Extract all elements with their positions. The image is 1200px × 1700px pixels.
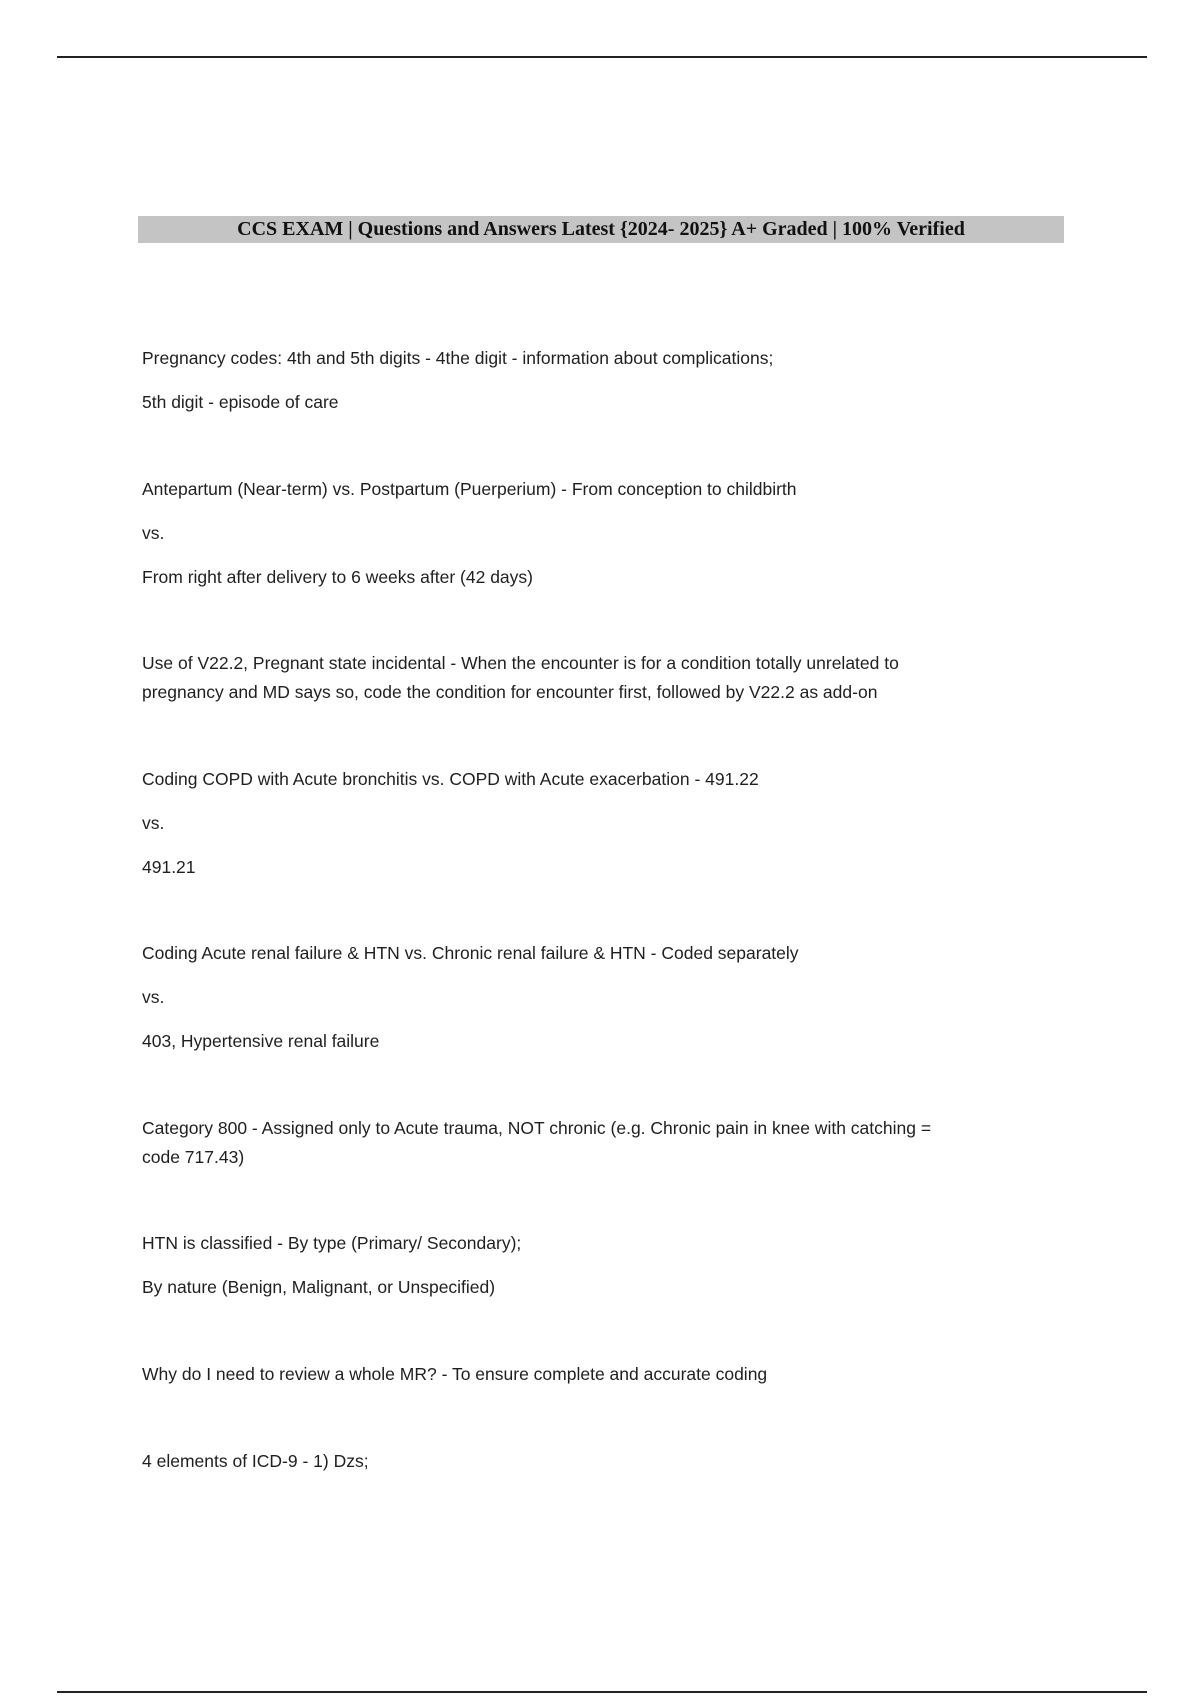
document-title: CCS EXAM | Questions and Answers Latest {2024- 2025} A+ Graded | 100% Verified: [138, 216, 1064, 243]
text-line: Use of V22.2, Pregnant state incidental - When the encounter is for a condition totally unrelated to: [142, 653, 899, 673]
text-line: vs.: [142, 813, 165, 833]
text-line: From right after delivery to 6 weeks after (42 days): [142, 567, 533, 587]
text-line: By nature (Benign, Malignant, or Unspecified): [142, 1277, 496, 1297]
text-line: 403, Hypertensive renal failure: [142, 1031, 380, 1051]
text-line: vs.: [142, 523, 165, 543]
text-line: Pregnancy codes: 4th and 5th digits - 4the digit - information about complications;: [142, 348, 774, 368]
text-line: 491.21: [142, 857, 196, 877]
text-line: code 717.43): [142, 1147, 245, 1167]
text-line: HTN is classified - By type (Primary/ Secondary);: [142, 1233, 522, 1253]
text-line: Coding Acute renal failure & HTN vs. Chronic renal failure & HTN - Coded separately: [142, 943, 799, 963]
text-line: 5th digit - episode of care: [142, 392, 339, 412]
top-rule: [57, 56, 1147, 58]
text-line: Category 800 - Assigned only to Acute trauma, NOT chronic (e.g. Chronic pain in knee with catching =: [142, 1118, 932, 1138]
text-line: vs.: [142, 987, 165, 1007]
text-line: Why do I need to review a whole MR? - To ensure complete and accurate coding: [142, 1364, 768, 1384]
text-line: 4 elements of ICD-9 - 1) Dzs;: [142, 1451, 369, 1471]
text-line: Antepartum (Near-term) vs. Postpartum (Puerperium) - From conception to childbirth: [142, 479, 797, 499]
bottom-rule: [57, 1691, 1147, 1693]
text-line: Coding COPD with Acute bronchitis vs. COPD with Acute exacerbation - 491.22: [142, 769, 759, 789]
text-line: pregnancy and MD says so, code the condition for encounter first, followed by V22.2 as add-on: [142, 682, 878, 702]
